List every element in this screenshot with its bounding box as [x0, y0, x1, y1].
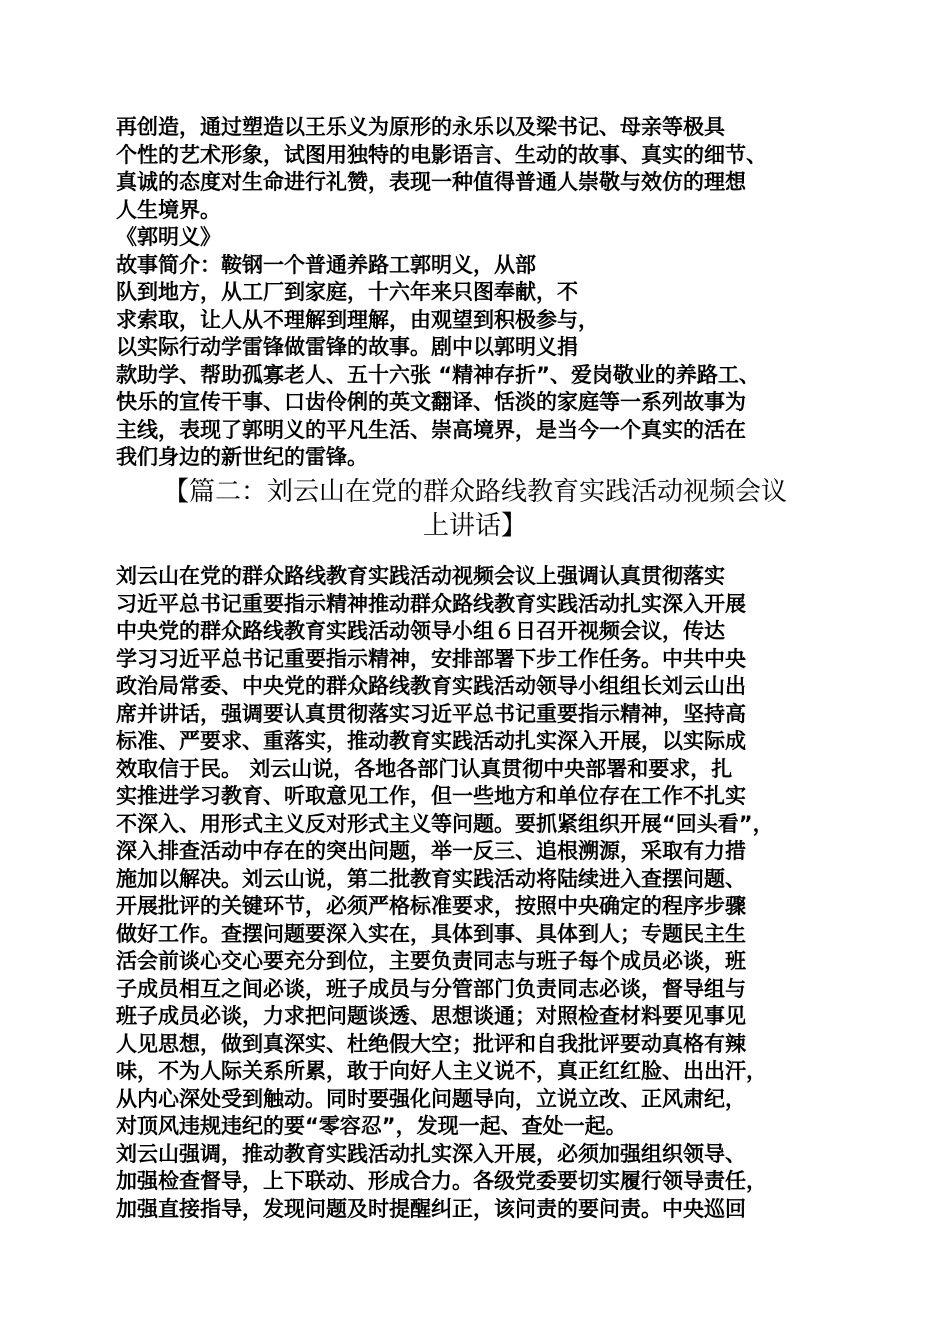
text-line: 习近平总书记重要指示精神推动群众路线教育实践活动扎实深入开展 [116, 591, 746, 616]
text-line: 我们身边的新世纪的雷锋。 [116, 445, 368, 469]
film-title: 《郭明义》 [116, 225, 221, 249]
text-line: 个性的艺术形象，试图用独特的电影语言、生动的故事、真实的细节、 [116, 142, 767, 167]
text-line: 刘云山在党的群众路线教育实践活动视频会议上强调认真贯彻落实 [116, 564, 725, 588]
text-line: 开展批评的关键环节，必须严格标准要求，按照中央确定的程序步骤 [116, 894, 746, 918]
heading-line: 【篇二：刘云山在党的群众路线教育实践活动视频会议 [162, 477, 787, 507]
text-line: 人见思想，做到真深实、杜绝假大空；批评和自我批评要动真格有辣 [116, 1031, 746, 1056]
text-line: 政治局常委、中央党的群众路线教育实践活动领导小组组长刘云山出 [116, 674, 746, 698]
text-line: 标准、严要求、重落实，推动教育实践活动扎实深入开展，以实际成 [116, 729, 746, 753]
text-line: 深入排查活动中存在的突出问题，举一反三、追根溯源，采取有力措 [116, 839, 746, 863]
text-line: 主线，表现了郭明义的平凡生活、崇高境界，是当今一个真实的活在 [116, 417, 746, 442]
text-line: 对顶风违规违纪的要“零容忍”，发现一起、查处一起。 [116, 1114, 627, 1138]
body-text-section-1 [116, 114, 846, 472]
text-line: 以实际行动学雷锋做雷锋的故事。剧中以郭明义捐 [116, 335, 578, 359]
text-line: 款助学、帮助孤寡老人、五十六张 “精神存折”、爱岗敬业的养路工、 [116, 362, 760, 387]
text-line: 效取信于民。 刘云山说，各地各部门认真贯彻中央部署和要求，扎 [116, 756, 733, 781]
section-heading [110, 475, 840, 543]
text-line: 活会前谈心交心要充分到位，主要负责同志与班子每个成员必谈，班 [116, 949, 746, 973]
text-line: 席并讲话，强调要认真贯彻落实习近平总书记重要指示精神，坚持高 [116, 701, 746, 726]
text-line: 中央党的群众路线教育实践活动领导小组６日召开视频会议，传达 [116, 619, 725, 643]
text-line: 味，不为人际关系所累，敢于向好人主义说不，真正红红脸、出出汗， [116, 1059, 767, 1083]
heading-line: 上讲话】 [422, 511, 527, 541]
text-line: 做好工作。查摆问题要深入实在，具体到事、具体到人；专题民主生 [116, 921, 746, 946]
text-line: 从内心深处受到触动。同时要强化问题导向，立说立改、正风肃纪， [116, 1086, 746, 1111]
text-line: 求索取，让人从不理解到理解，由观望到积极参与， [116, 307, 599, 332]
text-line: 加强检查督导，上下联动、形成合力。各级党委要切实履行领导责任， [116, 1169, 767, 1193]
text-line: 实推进学习教育、听取意见工作，但一些地方和单位存在工作不扎实 [116, 784, 746, 808]
text-line: 真诚的态度对生命进行礼赞，表现一种值得普通人崇敬与效仿的理想 [116, 170, 746, 194]
text-line: 不深入、用形式主义反对形式主义等问题。要抓紧组织开展“回头看”， [116, 811, 774, 836]
text-line: 施加以解决。刘云山说，第二批教育实践活动将陆续进入查摆问题、 [116, 866, 746, 891]
text-line: 刘云山强调，推动教育实践活动扎实深入开展，必须加强组织领导、 [116, 1141, 746, 1166]
body-text-section-2 [116, 563, 846, 1223]
text-line: 加强直接指导，发现问题及时提醒纠正，该问责的要问责。中央巡回 [116, 1196, 746, 1221]
text-line: 快乐的宣传干事、口齿伶俐的英文翻译、恬淡的家庭等一系列故事为 [116, 390, 746, 414]
text-line: 子成员相互之间必谈，班子成员与分管部门负责同志必谈，督导组与 [116, 976, 746, 1001]
text-line: 队到地方，从工厂到家庭，十六年来只图奉献，不 [116, 280, 578, 304]
text-line: 班子成员必谈，力求把问题谈透、思想谈通；对照检查材料要见事见 [116, 1004, 746, 1028]
text-line: 学习习近平总书记重要指示精神，安排部署下步工作任务。中共中央 [116, 646, 746, 671]
text-line: 再创造，通过塑造以王乐义为原形的永乐以及梁书记、母亲等极具 [116, 115, 725, 139]
text-line: 故事简介：鞍钢一个普通养路工郭明义，从部 [116, 252, 536, 277]
text-line: 人生境界。 [116, 197, 221, 222]
